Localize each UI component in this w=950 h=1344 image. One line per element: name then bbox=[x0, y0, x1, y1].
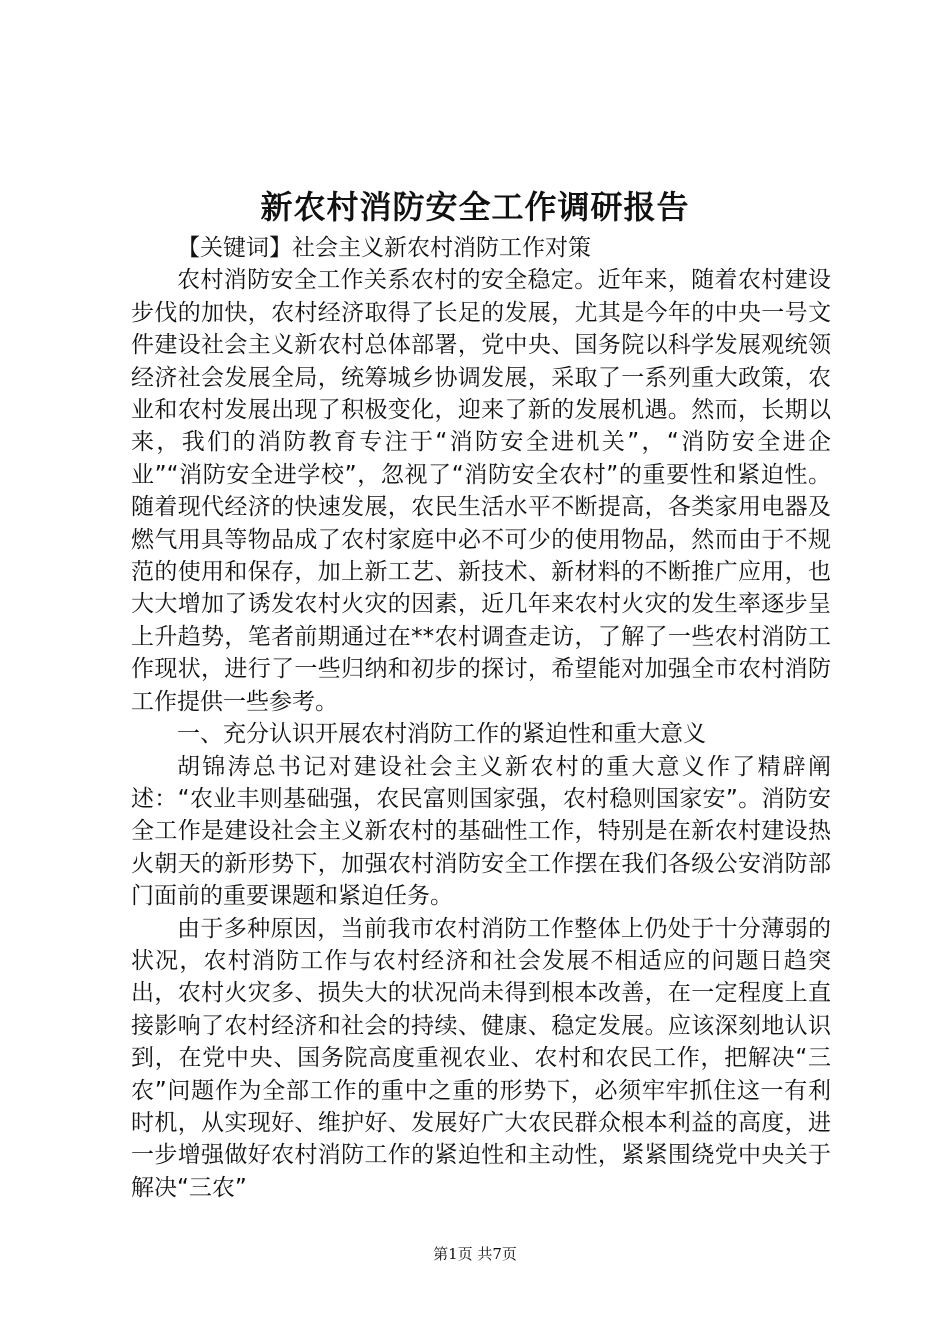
page-number: 第1页 共7页 bbox=[433, 1245, 517, 1263]
document-body bbox=[131, 232, 831, 1204]
paragraph-significance: 胡锦涛总书记对建设社会主义新农村的重大意义作了精辟阐述：“农业丰则基础强，农民富则国家强，农村稳则国家安”。消防安全工作是建设社会主义新农村的基础性工作，特别是在新农村建设热火朝天的新形势下，加强农村消防安全工作摆在我们各级公安消防部门面前的重要课题和紧迫任务。 bbox=[131, 753, 831, 910]
paragraph-intro: 农村消防安全工作关系农村的安全稳定。近年来，随着农村建设步伐的加快，农村经济取得了长足的发展，尤其是今年的中央一号文件建设社会主义新农村总体部署，党中央、国务院以科学发展观统领经济社会发展全局，统筹城乡协调发展，采取了一系列重大政策，农业和农村发展出现了积极变化，迎来了新的发展机遇。然而，长期以来，我们的消防教育专注于“消防安全进机关”，“消防安全进企业”“消防安全进学校”，忽视了“消防安全农村”的重要性和紧迫性。随着现代经济的快速发展，农民生活水平不断提高，各类家用电器及燃气用具等物品成了农村家庭中必不可少的使用物品，然而由于不规范的使用和保存，加上新工艺、新技术、新材料的不断推广应用，也大大增加了诱发农村火灾的因素，近几年来农村火灾的发生率逐步呈上升趋势，笔者前期通过在**农村调查走访，了解了一些农村消防工作现状，进行了一些归纳和初步的探讨，希望能对加强全市农村消防工作提供一些参考。 bbox=[131, 267, 831, 715]
document-title: 新农村消防安全工作调研报告 bbox=[260, 188, 690, 226]
paragraph-current-status: 由于多种原因，当前我市农村消防工作整体上仍处于十分薄弱的状况，农村消防工作与农村经济和社会发展不相适应的问题日趋突出，农村火灾多、损失大的状况尚未得到根本改善，在一定程度上直接影响了农村经济和社会的持续、健康、稳定发展。应该深刻地认识到，在党中央、国务院高度重视农业、农村和农民工作，把解决“三农”问题作为全部工作的重中之重的形势下，必须牢牢抓住这一有利时机，从实现好、维护好、发展好广大农民群众根本利益的高度，进一步增强做好农村消防工作的紧迫性和主动性，紧紧围绕党中央关于解决“三农” bbox=[131, 915, 831, 1201]
section-heading-1: 一、充分认识开展农村消防工作的紧迫性和重大意义 bbox=[177, 721, 706, 748]
keywords-line: 【关键词】社会主义新农村消防工作对策 bbox=[177, 235, 591, 261]
